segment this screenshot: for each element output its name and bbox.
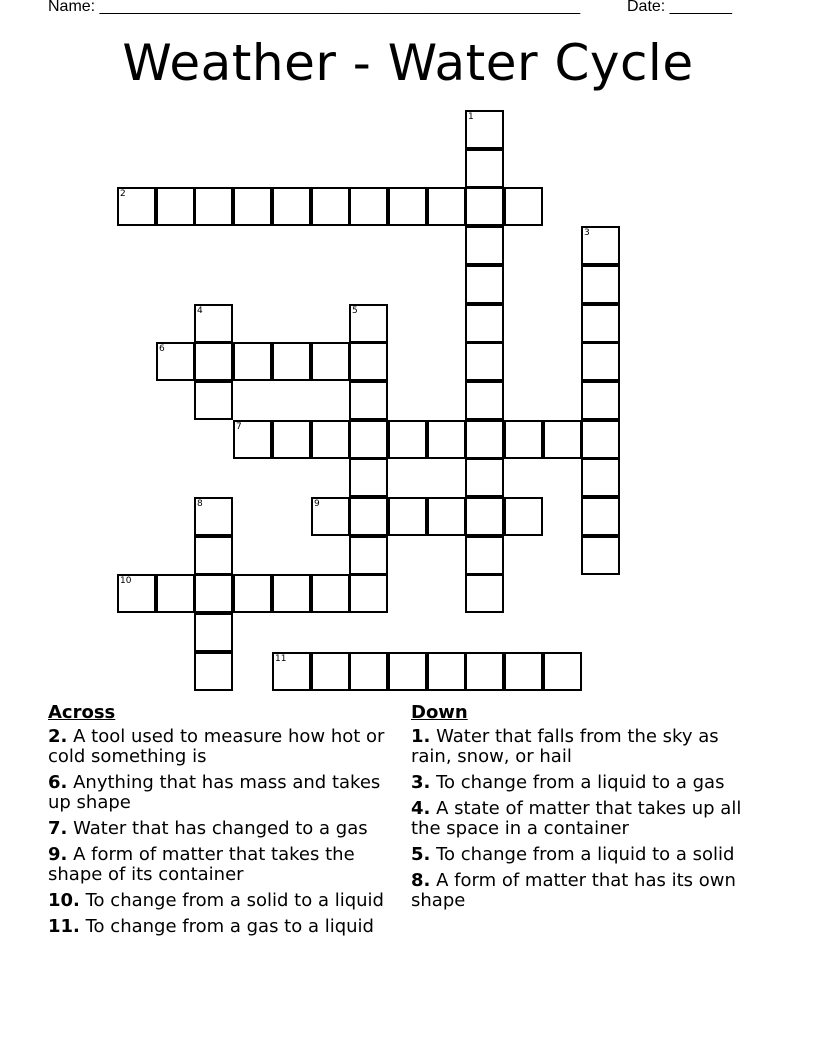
clue-text: Water that falls from the sky as rain, snow, or hail [411, 726, 719, 767]
crossword-cell[interactable] [465, 110, 504, 149]
crossword-cell[interactable] [349, 304, 388, 343]
cell-number: 10 [120, 576, 132, 586]
crossword-cell[interactable] [194, 536, 233, 575]
cell-number: 7 [236, 422, 242, 432]
clue-number: 7. [48, 818, 68, 839]
crossword-cell[interactable] [194, 304, 233, 343]
down-clue-3 [411, 773, 761, 793]
crossword-cell[interactable] [272, 342, 311, 381]
crossword-cell[interactable] [581, 536, 620, 575]
crossword-cell[interactable] [504, 652, 543, 691]
page-title: Weather - Water Cycle [122, 34, 694, 92]
crossword-cell[interactable] [311, 342, 350, 381]
clue-number: 10. [48, 890, 80, 911]
crossword-cell[interactable] [581, 226, 620, 265]
crossword-cell[interactable] [581, 420, 620, 459]
clue-number: 9. [48, 844, 68, 865]
clue-text: Anything that has mass and takes up shape [48, 772, 381, 813]
date-field-label: Date: _______ [627, 0, 732, 15]
clue-text: To change from a liquid to a gas [436, 772, 725, 793]
crossword-cell[interactable] [233, 342, 272, 381]
down-clue-4 [411, 799, 761, 839]
crossword-cell[interactable] [465, 226, 504, 265]
crossword-cell[interactable] [465, 187, 504, 226]
crossword-cell[interactable] [194, 381, 233, 420]
crossword-cell[interactable] [194, 613, 233, 652]
down-heading: Down [411, 702, 468, 723]
across-clue-6 [48, 773, 398, 813]
name-field-label: Name: ______________________________________________________ [48, 0, 581, 15]
crossword-cell[interactable] [581, 497, 620, 536]
crossword-cell[interactable] [349, 458, 388, 497]
crossword-cell[interactable] [388, 420, 427, 459]
cell-number: 9 [314, 499, 320, 509]
cell-number: 8 [197, 499, 203, 509]
down-clues [411, 702, 761, 917]
crossword-cell[interactable] [156, 574, 195, 613]
crossword-cell[interactable] [156, 187, 195, 226]
crossword-cell[interactable] [194, 497, 233, 536]
crossword-cell[interactable] [233, 187, 272, 226]
cell-number: 11 [275, 654, 287, 664]
clue-number: 11. [48, 916, 80, 937]
cell-number: 6 [159, 344, 165, 354]
crossword-cell[interactable] [311, 420, 350, 459]
crossword-cell[interactable] [581, 381, 620, 420]
crossword-cell[interactable] [427, 497, 466, 536]
cell-number: 1 [468, 112, 474, 122]
down-clue-1 [411, 727, 761, 767]
crossword-cell[interactable] [465, 420, 504, 459]
crossword-cell[interactable] [465, 652, 504, 691]
crossword-cell[interactable] [465, 536, 504, 575]
crossword-cell[interactable] [581, 458, 620, 497]
crossword-cell[interactable] [194, 187, 233, 226]
clue-text: Water that has changed to a gas [73, 818, 368, 839]
crossword-cell[interactable] [465, 574, 504, 613]
crossword-cell[interactable] [311, 187, 350, 226]
crossword-cell[interactable] [465, 458, 504, 497]
down-clue-5 [411, 845, 761, 865]
crossword-cell[interactable] [272, 652, 311, 691]
crossword-cell[interactable] [349, 381, 388, 420]
crossword-cell[interactable] [349, 187, 388, 226]
crossword-cell[interactable] [543, 420, 582, 459]
crossword-cell[interactable] [543, 652, 582, 691]
crossword-cell[interactable] [581, 304, 620, 343]
cell-number: 5 [352, 306, 358, 316]
clue-number: 3. [411, 772, 431, 793]
crossword-cell[interactable] [194, 342, 233, 381]
across-clue-9 [48, 845, 398, 885]
crossword-cell[interactable] [349, 420, 388, 459]
crossword-cell[interactable] [311, 497, 350, 536]
across-clue-2 [48, 727, 398, 767]
clue-text: A form of matter that takes the shape of its container [48, 844, 355, 885]
across-heading: Across [48, 702, 116, 723]
clue-text: A state of matter that takes up all the space in a container [411, 798, 742, 839]
crossword-cell[interactable] [233, 574, 272, 613]
crossword-cell[interactable] [272, 420, 311, 459]
cell-number: 3 [584, 228, 590, 238]
crossword-cell[interactable] [388, 652, 427, 691]
clue-text: To change from a solid to a liquid [85, 890, 384, 911]
crossword-cell[interactable] [117, 574, 156, 613]
crossword-cell[interactable] [465, 342, 504, 381]
crossword-cell[interactable] [272, 574, 311, 613]
crossword-cell[interactable] [427, 187, 466, 226]
across-clue-11 [48, 917, 398, 937]
clue-number: 1. [411, 726, 431, 747]
crossword-cell[interactable] [465, 149, 504, 188]
crossword-cell[interactable] [194, 574, 233, 613]
across-clue-10 [48, 891, 398, 911]
crossword-cell[interactable] [581, 265, 620, 304]
clue-number: 4. [411, 798, 431, 819]
down-clue-8 [411, 871, 761, 911]
crossword-cell[interactable] [349, 342, 388, 381]
crossword-cell[interactable] [349, 652, 388, 691]
crossword-cell[interactable] [465, 265, 504, 304]
crossword-cell[interactable] [349, 497, 388, 536]
clue-text: To change from a gas to a liquid [85, 916, 374, 937]
clue-number: 2. [48, 726, 68, 747]
crossword-cell[interactable] [272, 187, 311, 226]
clue-number: 5. [411, 844, 431, 865]
crossword-cell[interactable] [504, 187, 543, 226]
crossword-cell[interactable] [504, 420, 543, 459]
crossword-cell[interactable] [465, 497, 504, 536]
across-clues [48, 702, 398, 943]
crossword-cell[interactable] [465, 381, 504, 420]
crossword-cell[interactable] [581, 342, 620, 381]
crossword-cell[interactable] [427, 652, 466, 691]
crossword-cell[interactable] [156, 342, 195, 381]
crossword-cell[interactable] [504, 497, 543, 536]
cell-number: 4 [197, 306, 203, 316]
crossword-cell[interactable] [349, 574, 388, 613]
clue-text: A form of matter that has its own shape [411, 870, 736, 911]
crossword-cell[interactable] [349, 536, 388, 575]
cell-number: 2 [120, 189, 126, 199]
crossword-cell[interactable] [311, 574, 350, 613]
crossword-cell[interactable] [388, 187, 427, 226]
crossword-cell[interactable] [117, 187, 156, 226]
crossword-cell[interactable] [311, 652, 350, 691]
crossword-cell[interactable] [388, 497, 427, 536]
across-clue-7 [48, 819, 398, 839]
clue-text: To change from a liquid to a solid [436, 844, 735, 865]
crossword-cell[interactable] [427, 420, 466, 459]
clue-number: 8. [411, 870, 431, 891]
crossword-cell[interactable] [465, 304, 504, 343]
clue-text: A tool used to measure how hot or cold something is [48, 726, 385, 767]
crossword-cell[interactable] [233, 420, 272, 459]
clue-number: 6. [48, 772, 68, 793]
crossword-cell[interactable] [194, 652, 233, 691]
